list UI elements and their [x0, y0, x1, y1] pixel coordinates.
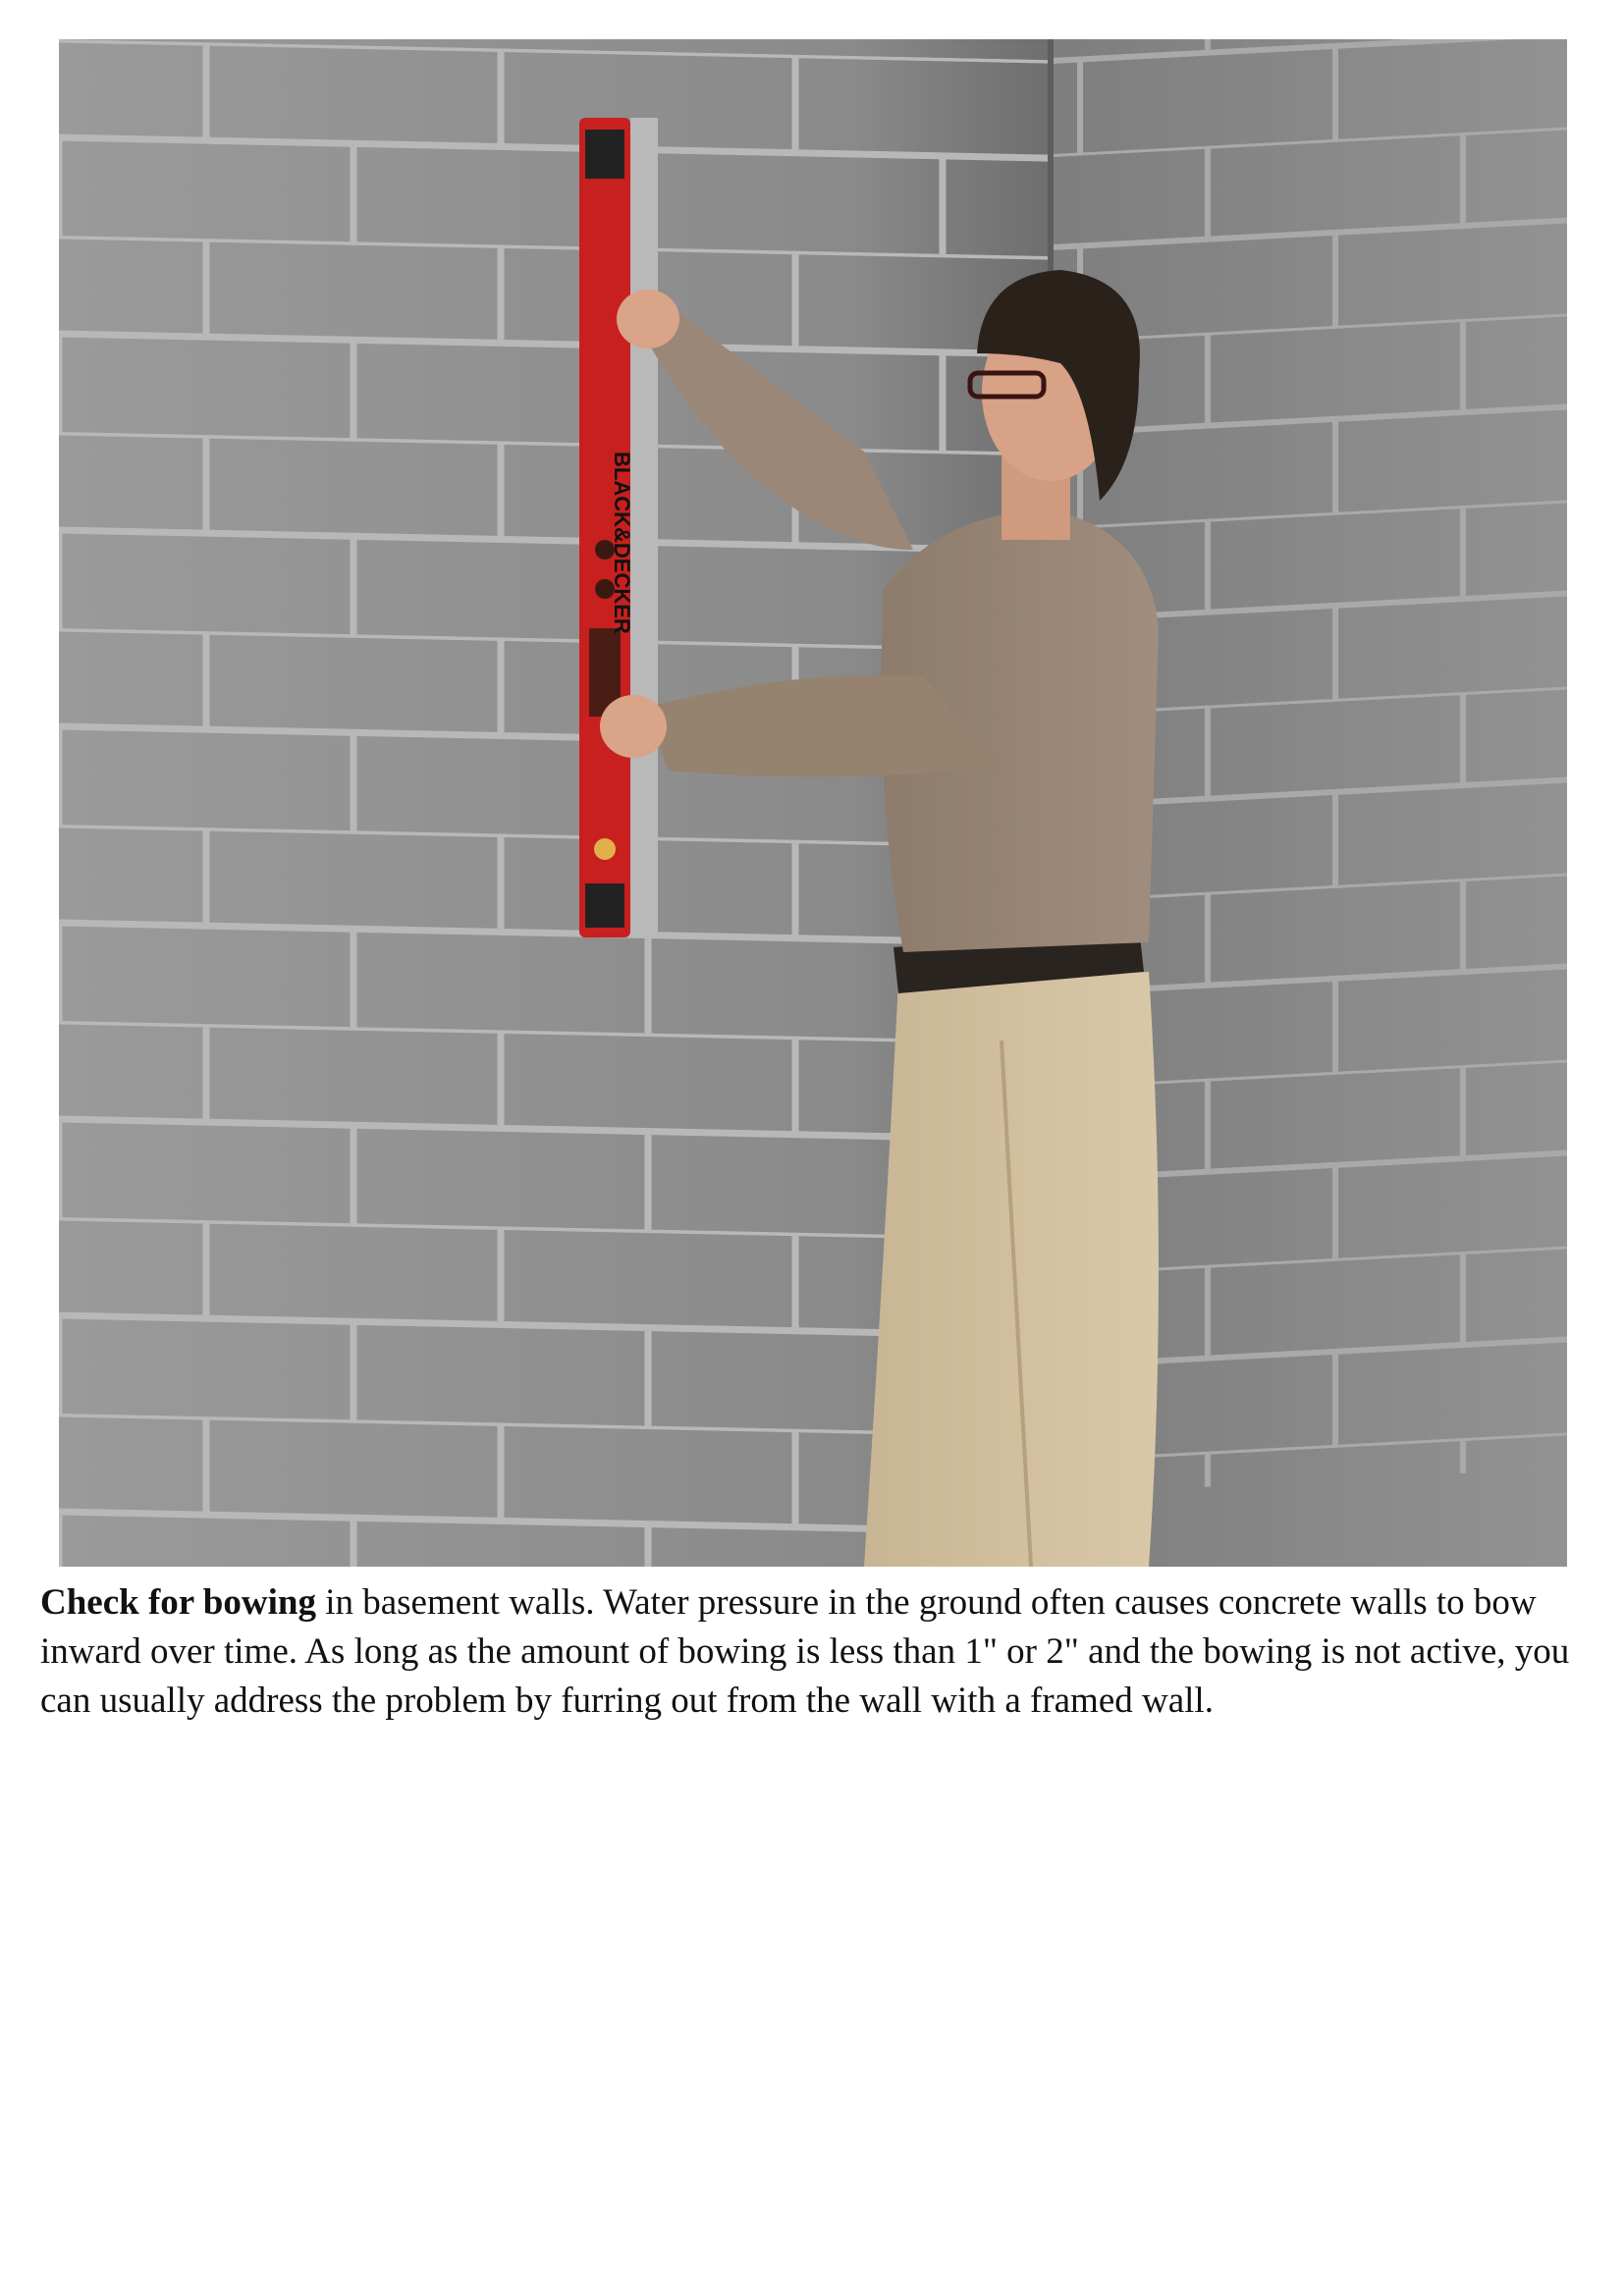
- photo-illustration: [59, 39, 1567, 1567]
- figure-photo: [59, 39, 1567, 1567]
- caption-body: in basement walls. Water pressure in the ground often causes concrete walls to bow inward over time. As long as the amount of bowing is less than 1" or 2" and the bowing is not active, you can usually address the problem by furring out from the wall with a framed wall.: [40, 1582, 1570, 1721]
- figure-caption: [40, 1578, 1587, 1726]
- caption-lead: Check for bowing: [40, 1582, 316, 1623]
- level-tool: [579, 118, 658, 937]
- level-brand-text: BLACK&DECKER: [610, 452, 634, 634]
